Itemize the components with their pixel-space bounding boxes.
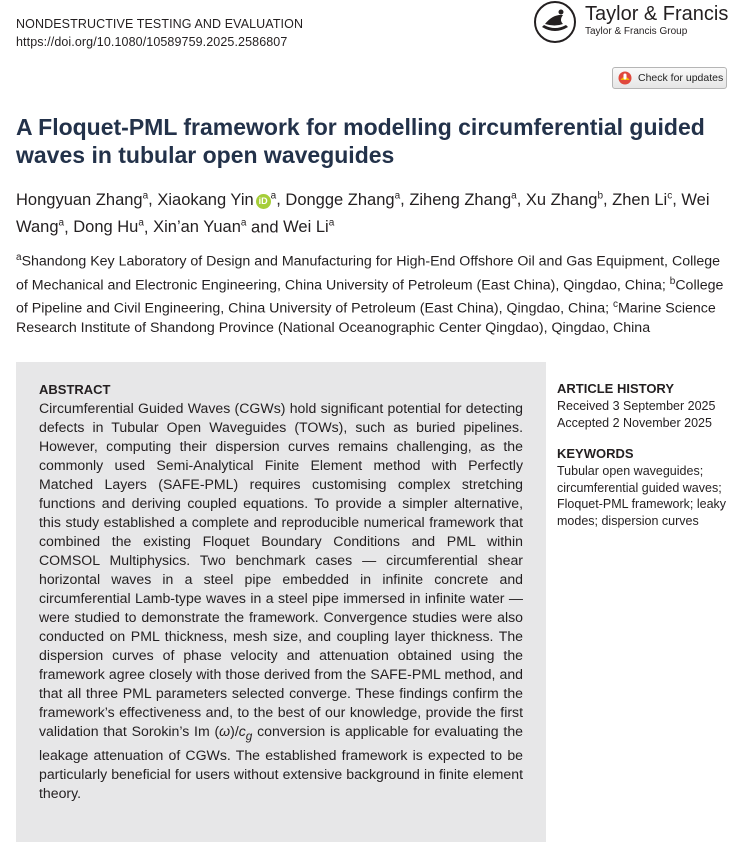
publisher-logo-icon	[533, 0, 577, 44]
author[interactable]: Xu Zhang$^b$	[525, 190, 603, 209]
doi-link[interactable]: https://doi.org/10.1080/10589759.2025.2586807	[16, 35, 288, 49]
author[interactable]: Dongge Zhang$^a$	[285, 190, 401, 209]
check-updates-label: Check for updates	[638, 72, 724, 84]
affiliation-a: Shandong Key Laboratory of Design and Manufacturing for High-End Offshore Oil and Gas Equipment, College of Mechanical and Electronic Engineering, China University of Petroleum (East China), Qingdao, China;	[16, 253, 721, 294]
author[interactable]: Xin’an Yuan$^a$	[153, 217, 247, 236]
keywords-list: Tubular open waveguides; circumferential guided waves; Floquet-PML framework; leaky modes; dispersion curves	[557, 464, 727, 528]
author[interactable]: Hongyuan Zhang$^a$	[16, 190, 149, 209]
author[interactable]: Xiaokang Yin iD $^a$	[157, 190, 277, 209]
publisher-name: Taylor & Francis	[585, 3, 729, 25]
keywords-heading: KEYWORDS	[557, 446, 634, 461]
publisher-group: Taylor & Francis Group	[585, 26, 688, 37]
affiliation-b: College of Pipeline and Civil Engineering, China University of Petroleum (East China), Qingdao, China;	[16, 277, 724, 318]
affiliation-c: Marine Science Research Institute of Shandong Province (National Oceanographic Center Qingdao), Qingdao, China	[16, 301, 716, 337]
author[interactable]: Dong Hu$^a$	[73, 217, 144, 236]
abstract-box	[16, 362, 546, 842]
author[interactable]: Wei Li$^a$	[283, 217, 335, 236]
publisher-brand[interactable]	[533, 0, 728, 44]
author[interactable]: Wei Wang$^a$	[16, 190, 710, 236]
abstract-heading: ABSTRACT	[39, 382, 111, 397]
article-history-heading: ARTICLE HISTORY	[557, 381, 675, 396]
journal-header	[16, 15, 303, 51]
accepted-date: Accepted 2 November 2025	[557, 415, 712, 430]
orcid-icon[interactable]: iD	[256, 194, 271, 209]
keywords	[557, 446, 742, 529]
author-list: Hongyuan Zhang$^a$, Xiaokang Yin iD $^a$, Dongge Zhang$^a$, Ziheng Zhang$^a$, Xu Zhang$^b$, Zhen Li$^c$, Wei Wang$^a$, Dong Hu$^a$, Xin’an Yuan$^a$ and Wei Li$^a$	[16, 190, 710, 236]
author[interactable]: Ziheng Zhang$^a$	[409, 190, 517, 209]
check-updates-icon	[618, 71, 632, 85]
article-history	[557, 381, 742, 431]
check-for-updates-button[interactable]	[612, 67, 727, 89]
author[interactable]: Zhen Li$^c$	[612, 190, 673, 209]
journal-name: NONDESTRUCTIVE TESTING AND EVALUATION	[16, 17, 304, 31]
received-date: Received 3 September 2025	[557, 399, 716, 413]
affiliations: $^a$Shandong Key Laboratory of Design and Manufacturing for High-End Offshore Oil and Gas Equipment, College of Mechanical and Electronic Engineering, China University of Petroleum (East China), Qingdao, China; $^b$College of Pipeline and Civil Engineering, China University of Petroleum (East China), Qingdao, China; $^c$Marine Science Research Institute of Shandong Province (National Oceanographic Center Qingdao), Qingdao, China	[16, 252, 724, 337]
abstract-text: Circumferential Guided Waves (CGWs) hold significant potential for detecting defects in Tubular Open Waveguides (TOWs), such as buried pipelines. However, computing their dispersion curves remains challenging, as the commonly used Semi-Analytical Finite Element method with Perfectly Matched Layers (SAFE-PML) requires customising complex stretching functions and deriving coupled equations. To provide a simpler alternative, this study established a complete and reproducible numerical framework that combined the existing Floquet Boundary Conditions and PML within COMSOL Multiphysics. Two benchmark cases — circumferential shear horizontal waves in a steel pipe embedded in infinite concrete and circumferential Lamb-type waves in a steel pipe immersed in infinite water — were studied to demonstrate the framework. Convergence studies were also conducted on PML thickness, mesh size, and coupling layer thickness. The dispersion curves of phase velocity and attenuation obtained using the framework agree closely with those derived from the SAFE-PML method, and that all three PML parameters selected converge. These findings confirm the framework’s effectiveness and, to the best of our knowledge, provide the first validation that Sorokin’s Im $(\omega)/c_g$ conversion is applicable for evaluating the leakage attenuation of CGWs. The established framework is expected to be particularly beneficial for users without extensive background in finite element theory.	[39, 400, 523, 801]
article-title: A Floquet-PML framework for modelling circumferential guided waves in tubular open waveguides	[16, 114, 705, 168]
